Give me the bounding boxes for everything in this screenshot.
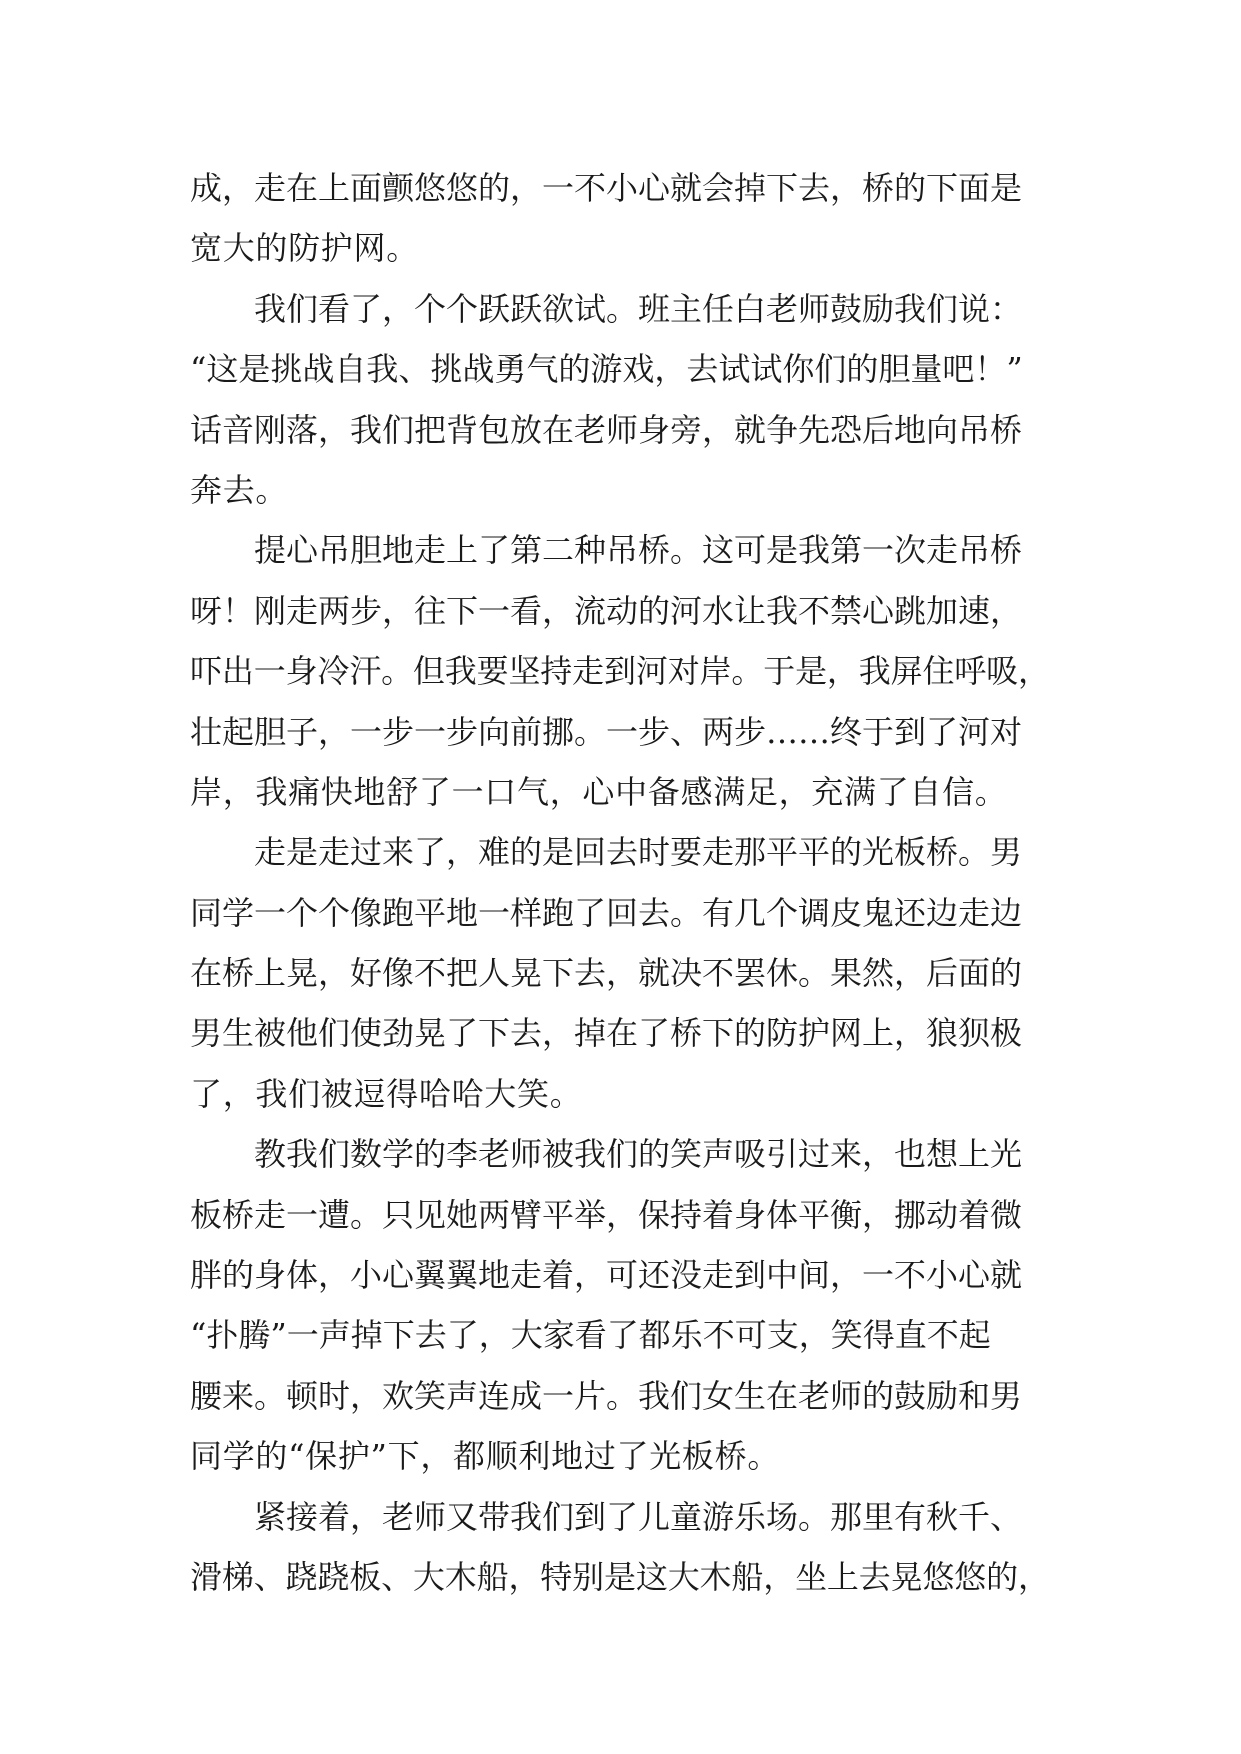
text-line: 奔去。 [190,470,289,509]
text-line: 提心吊胆地走上了第二种吊桥。这可是我第一次走吊桥 [254,531,1023,570]
text-line: 走是走过来了，难的是回去时要走那平平的光板桥。男 [254,833,1023,872]
text-line: 板桥走一遭。只见她两臂平举，保持着身体平衡，挪动着微 [190,1195,1023,1234]
text-line: 岸，我痛快地舒了一口气，心中备感满足，充满了自信。 [190,772,1008,811]
text-line: 话音刚落，我们把背包放在老师身旁，就争先恐后地向吊桥 [190,410,1023,449]
text-line: 滑梯、跷跷板、大木船，特别是这大木船，坐上去晃悠悠的， [190,1557,1050,1596]
text-line: 呀！刚走两步，往下一看，流动的河水让我不禁心跳加速， [190,591,1023,630]
text-line: 在桥上晃，好像不把人晃下去，就决不罢休。果然，后面的 [190,954,1023,993]
text-line: 吓出一身冷汗。但我要坚持走到河对岸。于是，我屏住呼吸， [190,652,1050,691]
text-line: 成，走在上面颤悠悠的，一不小心就会掉下去，桥的下面是 [190,169,1023,207]
text-line: “扑腾”一声掉下去了，大家看了都乐不可支，笑得直不起 [190,1316,991,1355]
body-text [190,158,1050,1607]
text-line: 胖的身体，小心翼翼地走着，可还没走到中间，一不小心就 [190,1256,1023,1295]
text-line: “这是挑战自我、挑战勇气的游戏，去试试你们的胆量吧！” [190,350,1023,389]
text-line: 男生被他们使劲晃了下去，掉在了桥下的防护网上，狼狈极 [190,1014,1023,1053]
text-line: 紧接着，老师又带我们到了儿童游乐场。那里有秋千、 [254,1497,1023,1536]
text-line: 宽大的防护网。 [190,229,419,268]
text-line: 我们看了，个个跃跃欲试。班主任白老师鼓励我们说： [254,289,1023,328]
text-line: 同学一个个像跑平地一样跑了回去。有几个调皮鬼还边走边 [190,893,1023,932]
text-line: 了，我们被逗得哈哈大笑。 [190,1074,583,1113]
text-line: 教我们数学的李老师被我们的笑声吸引过来，也想上光 [254,1135,1023,1174]
text-line: 同学的“保护”下，都顺利地过了光板桥。 [190,1437,781,1476]
text-line: 壮起胆子，一步一步向前挪。一步、两步……终于到了河对 [190,712,1023,751]
text-line: 腰来。顿时，欢笑声连成一片。我们女生在老师的鼓励和男 [190,1376,1023,1415]
